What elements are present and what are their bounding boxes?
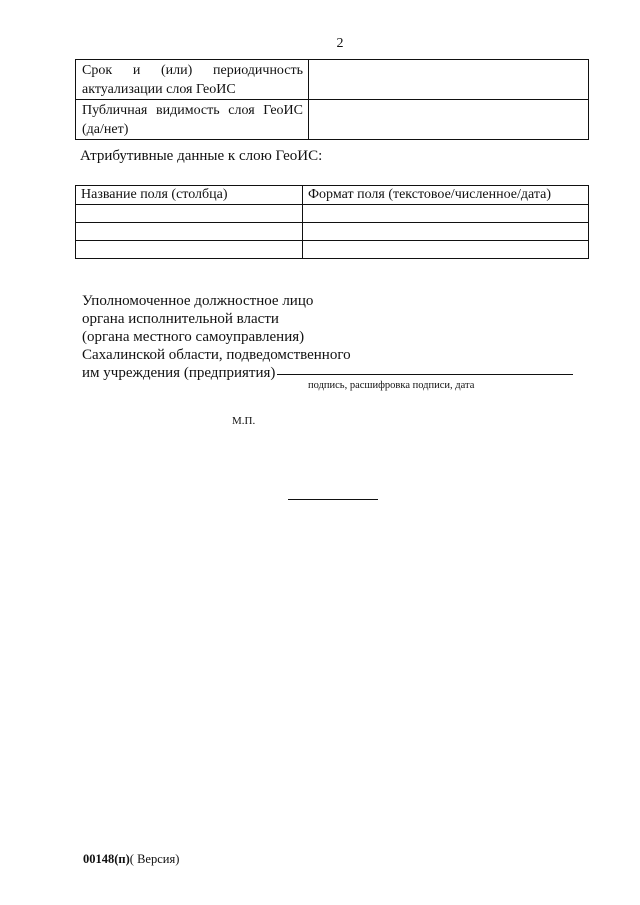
public-visibility-value <box>309 100 589 140</box>
table-cell <box>303 241 589 259</box>
table-cell <box>76 223 303 241</box>
table-row <box>76 241 589 259</box>
layer-info-table <box>75 59 589 140</box>
table-cell <box>303 223 589 241</box>
attributes-caption: Атрибутивные данные к слою ГеоИС: <box>80 148 323 164</box>
signature-line <box>277 374 573 375</box>
footer <box>83 852 179 867</box>
table-row <box>76 223 589 241</box>
table-row <box>76 60 589 100</box>
column-header-field-name: Название поля (столбца) <box>76 186 303 205</box>
update-frequency-value <box>309 60 589 100</box>
signatory-line: Уполномоченное должностное лицо <box>82 293 314 309</box>
document-code: 00148(п) <box>83 852 130 866</box>
table-cell <box>76 205 303 223</box>
signature-caption: подпись, расшифровка подписи, дата <box>308 380 475 391</box>
table-row <box>76 100 589 140</box>
table-cell <box>76 241 303 259</box>
signatory-line: Сахалинской области, подведомственного <box>82 347 351 363</box>
end-divider <box>288 499 378 500</box>
signatory-block <box>82 292 351 382</box>
page-number: 2 <box>336 36 344 51</box>
table-row <box>76 205 589 223</box>
signatory-line: органа исполнительной власти <box>82 311 279 327</box>
signatory-line: им учреждения (предприятия) <box>82 365 276 381</box>
public-visibility-label: Публичная видимость слоя ГеоИС (да/нет) <box>76 100 309 140</box>
column-header-field-format: Формат поля (текстовое/численное/дата) <box>303 186 589 205</box>
signatory-line: (органа местного самоуправления) <box>82 329 305 345</box>
table-header-row <box>76 186 589 205</box>
document-version: ( Версия) <box>129 852 180 866</box>
attributes-table <box>75 185 589 259</box>
stamp-placeholder: М.П. <box>232 415 256 427</box>
update-frequency-label: Срок и (или) периодичность актуализации слоя ГеоИС <box>76 60 309 100</box>
table-cell <box>303 205 589 223</box>
